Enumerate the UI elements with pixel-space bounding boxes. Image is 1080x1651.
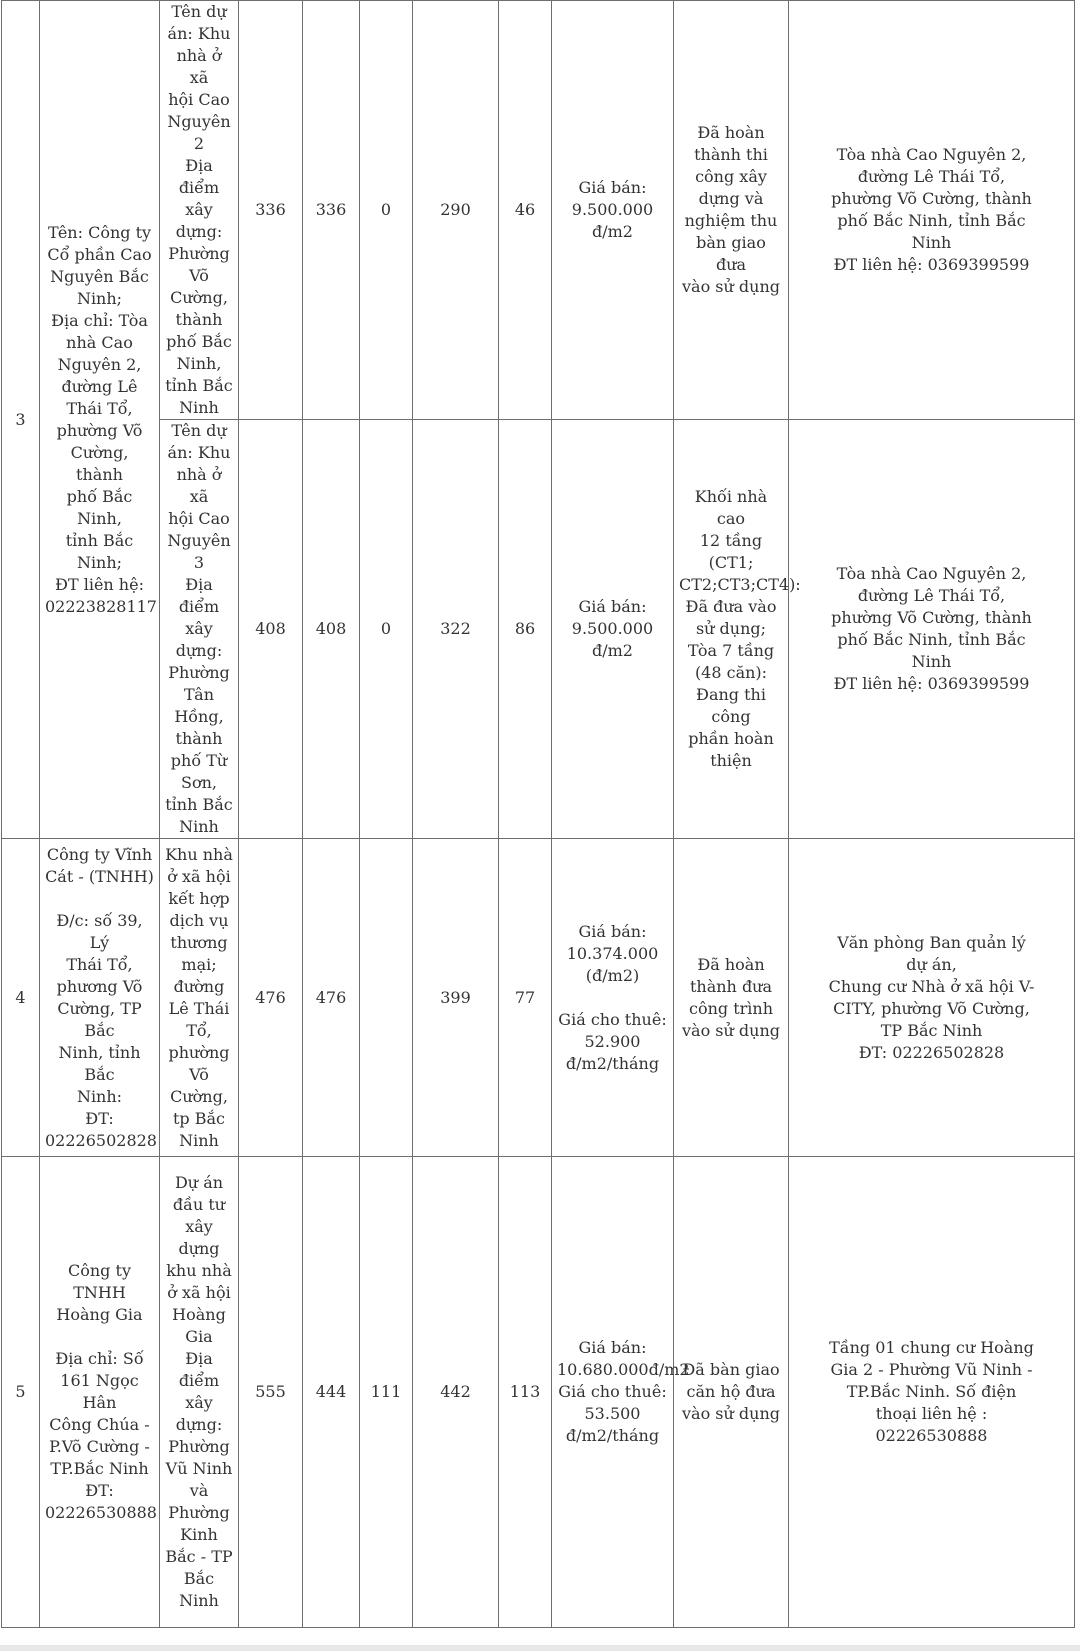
status-cell: Đã hoàn thành thi công xây dựng và nghiệm thu bàn giao đưa vào sử dụng [674,1,789,420]
project-cell: Tên dự án: Khu nhà ở xã hội Cao Nguyên 3 Địa điểm xây dựng: Phường Tân Hồng, thành phố Từ Sơn, tỉnh Bắc Ninh [160,420,239,839]
contact-cell: Văn phòng Ban quản lý dự án, Chung cư Nhà ở xã hội V- CITY, phường Võ Cường, TP Bắc Ninh ĐT: 02226502828 [789,839,1075,1157]
status-cell: Đã bàn giao căn hộ đưa vào sử dụng [674,1157,789,1628]
rent-units-cell: 0 [360,1,413,420]
table-row [2,1,1075,420]
stt-cell: 3 [2,1,40,839]
project-cell: Tên dự án: Khu nhà ở xã hội Cao Nguyên 2 Địa điểm xây dựng: Phường Võ Cường, thành phố Bắc Ninh, tỉnh Bắc Ninh [160,1,239,420]
company-cell: Công ty Vĩnh Cát - (TNHH) Đ/c: số 39, Lý Thái Tổ, phương Võ Cường, TP Bắc Ninh, tỉnh Bắc Ninh: ĐT: 02226502828 [40,839,160,1157]
company-cell: Công ty TNHH Hoàng Gia Địa chỉ: Số 161 Ngọc Hân Công Chúa - P.Võ Cường - TP.Bắc Ninh ĐT: 02226530888 [40,1157,160,1628]
price-cell: Giá bán: 9.500.000 đ/m2 [552,420,674,839]
rent-units-cell [360,839,413,1157]
price-cell: Giá bán: 9.500.000 đ/m2 [552,1,674,420]
page-bottom-edge [0,1645,1080,1651]
total-units-cell: 408 [239,420,303,839]
stt-cell: 5 [2,1157,40,1628]
project-cell: Khu nhà ở xã hội kết hợp dịch vụ thương mại; đường Lê Thái Tổ, phường Võ Cường, tp Bắc Ninh [160,839,239,1157]
price-cell: Giá bán: 10.680.000đ/m2 Giá cho thuê: 53.500 đ/m2/tháng [552,1157,674,1628]
rent-units-cell: 111 [360,1157,413,1628]
price-cell: Giá bán: 10.374.000 (đ/m2) Giá cho thuê: 52.900 đ/m2/tháng [552,839,674,1157]
remaining-units-cell: 86 [499,420,552,839]
rent-units-cell: 0 [360,420,413,839]
status-cell: Khối nhà cao 12 tầng (CT1; CT2;CT3;CT4): Đã đưa vào sử dụng; Tòa 7 tầng (48 căn): Đang thi công phần hoàn thiện [674,420,789,839]
total-units-cell: 555 [239,1157,303,1628]
contact-cell: Tòa nhà Cao Nguyên 2, đường Lê Thái Tổ, phường Võ Cường, thành phố Bắc Ninh, tỉnh Bắc Ninh ĐT liên hệ: 0369399599 [789,420,1075,839]
sold-units-cell: 290 [413,1,499,420]
sold-units-cell: 442 [413,1157,499,1628]
sale-units-cell: 336 [303,1,360,420]
total-units-cell: 476 [239,839,303,1157]
sale-units-cell: 408 [303,420,360,839]
remaining-units-cell: 46 [499,1,552,420]
table-row [2,1157,1075,1628]
remaining-units-cell: 113 [499,1157,552,1628]
table-row [2,420,1075,839]
table-row [2,839,1075,1157]
company-cell: Tên: Công ty Cổ phần Cao Nguyên Bắc Ninh; Địa chỉ: Tòa nhà Cao Nguyên 2, đường Lê Thái Tổ, phường Võ Cường, thành phố Bắc Ninh, tỉnh Bắc Ninh; ĐT liên hệ: 02223828117 [40,1,160,839]
sold-units-cell: 322 [413,420,499,839]
housing-projects-table [1,0,1075,1628]
stt-cell: 4 [2,839,40,1157]
remaining-units-cell: 77 [499,839,552,1157]
sale-units-cell: 476 [303,839,360,1157]
sold-units-cell: 399 [413,839,499,1157]
project-cell: Dự án đầu tư xây dựng khu nhà ở xã hội Hoàng Gia Địa điểm xây dựng: Phường Vũ Ninh và Phường Kinh Bắc - TP Bắc Ninh [160,1157,239,1628]
status-cell: Đã hoàn thành đưa công trình vào sử dụng [674,839,789,1157]
contact-cell: Tầng 01 chung cư Hoàng Gia 2 - Phường Vũ Ninh - TP.Bắc Ninh. Số điện thoại liên hệ : 02226530888 [789,1157,1075,1628]
contact-cell: Tòa nhà Cao Nguyên 2, đường Lê Thái Tổ, phường Võ Cường, thành phố Bắc Ninh, tỉnh Bắc Ninh ĐT liên hệ: 0369399599 [789,1,1075,420]
sale-units-cell: 444 [303,1157,360,1628]
total-units-cell: 336 [239,1,303,420]
